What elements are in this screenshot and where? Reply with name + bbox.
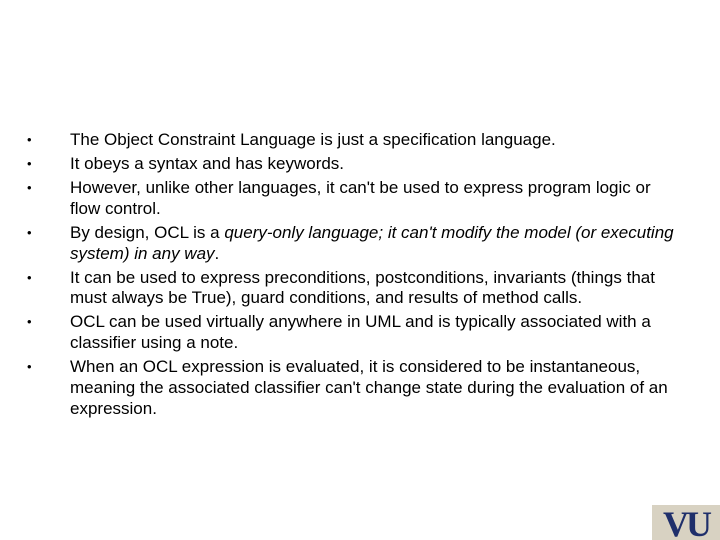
text-segment: It obeys a syntax and has keywords. [70,153,345,173]
bullet-text [70,223,682,265]
bullet-text [70,178,682,220]
italic-text-segment: query-only language; it can't modify the model (or executing system) in any way [70,222,674,263]
bullet-dot: • [27,269,32,285]
text-segment: By design, OCL is a [70,222,225,242]
logo-lettering: VU [663,505,709,540]
bullet-item [0,130,682,151]
bullet-item [0,268,682,310]
bullet-list [0,130,720,423]
bullet-text [70,154,682,175]
bullet-item [0,312,682,354]
bullet-text [70,357,682,419]
bullet-item [0,357,682,419]
text-segment: The Object Constraint Language is just a specification language. [70,130,556,149]
bullet-dot: • [27,314,32,330]
bullet-dot: • [27,224,32,240]
vu-logo [652,505,720,540]
text-segment: When an OCL expression is evaluated, it is considered to be instantaneous, meaning the associated classifier can't change state during the evaluation of an expression. [70,357,668,418]
text-segment: However, unlike other languages, it can't be used to express program logic or flow control. [70,177,651,218]
bullet-dot: • [27,179,32,195]
bullet-item [0,178,682,220]
bullet-dot: • [27,155,32,171]
bullet-text [70,268,682,310]
text-segment: OCL can be used virtually anywhere in UML and is typically associated with a classifier using a note. [70,312,651,353]
bullet-dot: • [27,359,32,375]
bullet-item [0,154,682,175]
bullet-text [70,312,682,354]
text-segment: It can be used to express preconditions, postconditions, invariants (things that must always be True), guard conditions, and results of method calls. [70,267,655,308]
bullet-dot: • [27,132,32,147]
bullet-item [0,223,682,265]
text-segment: . [214,243,220,263]
bullet-text [70,130,682,151]
